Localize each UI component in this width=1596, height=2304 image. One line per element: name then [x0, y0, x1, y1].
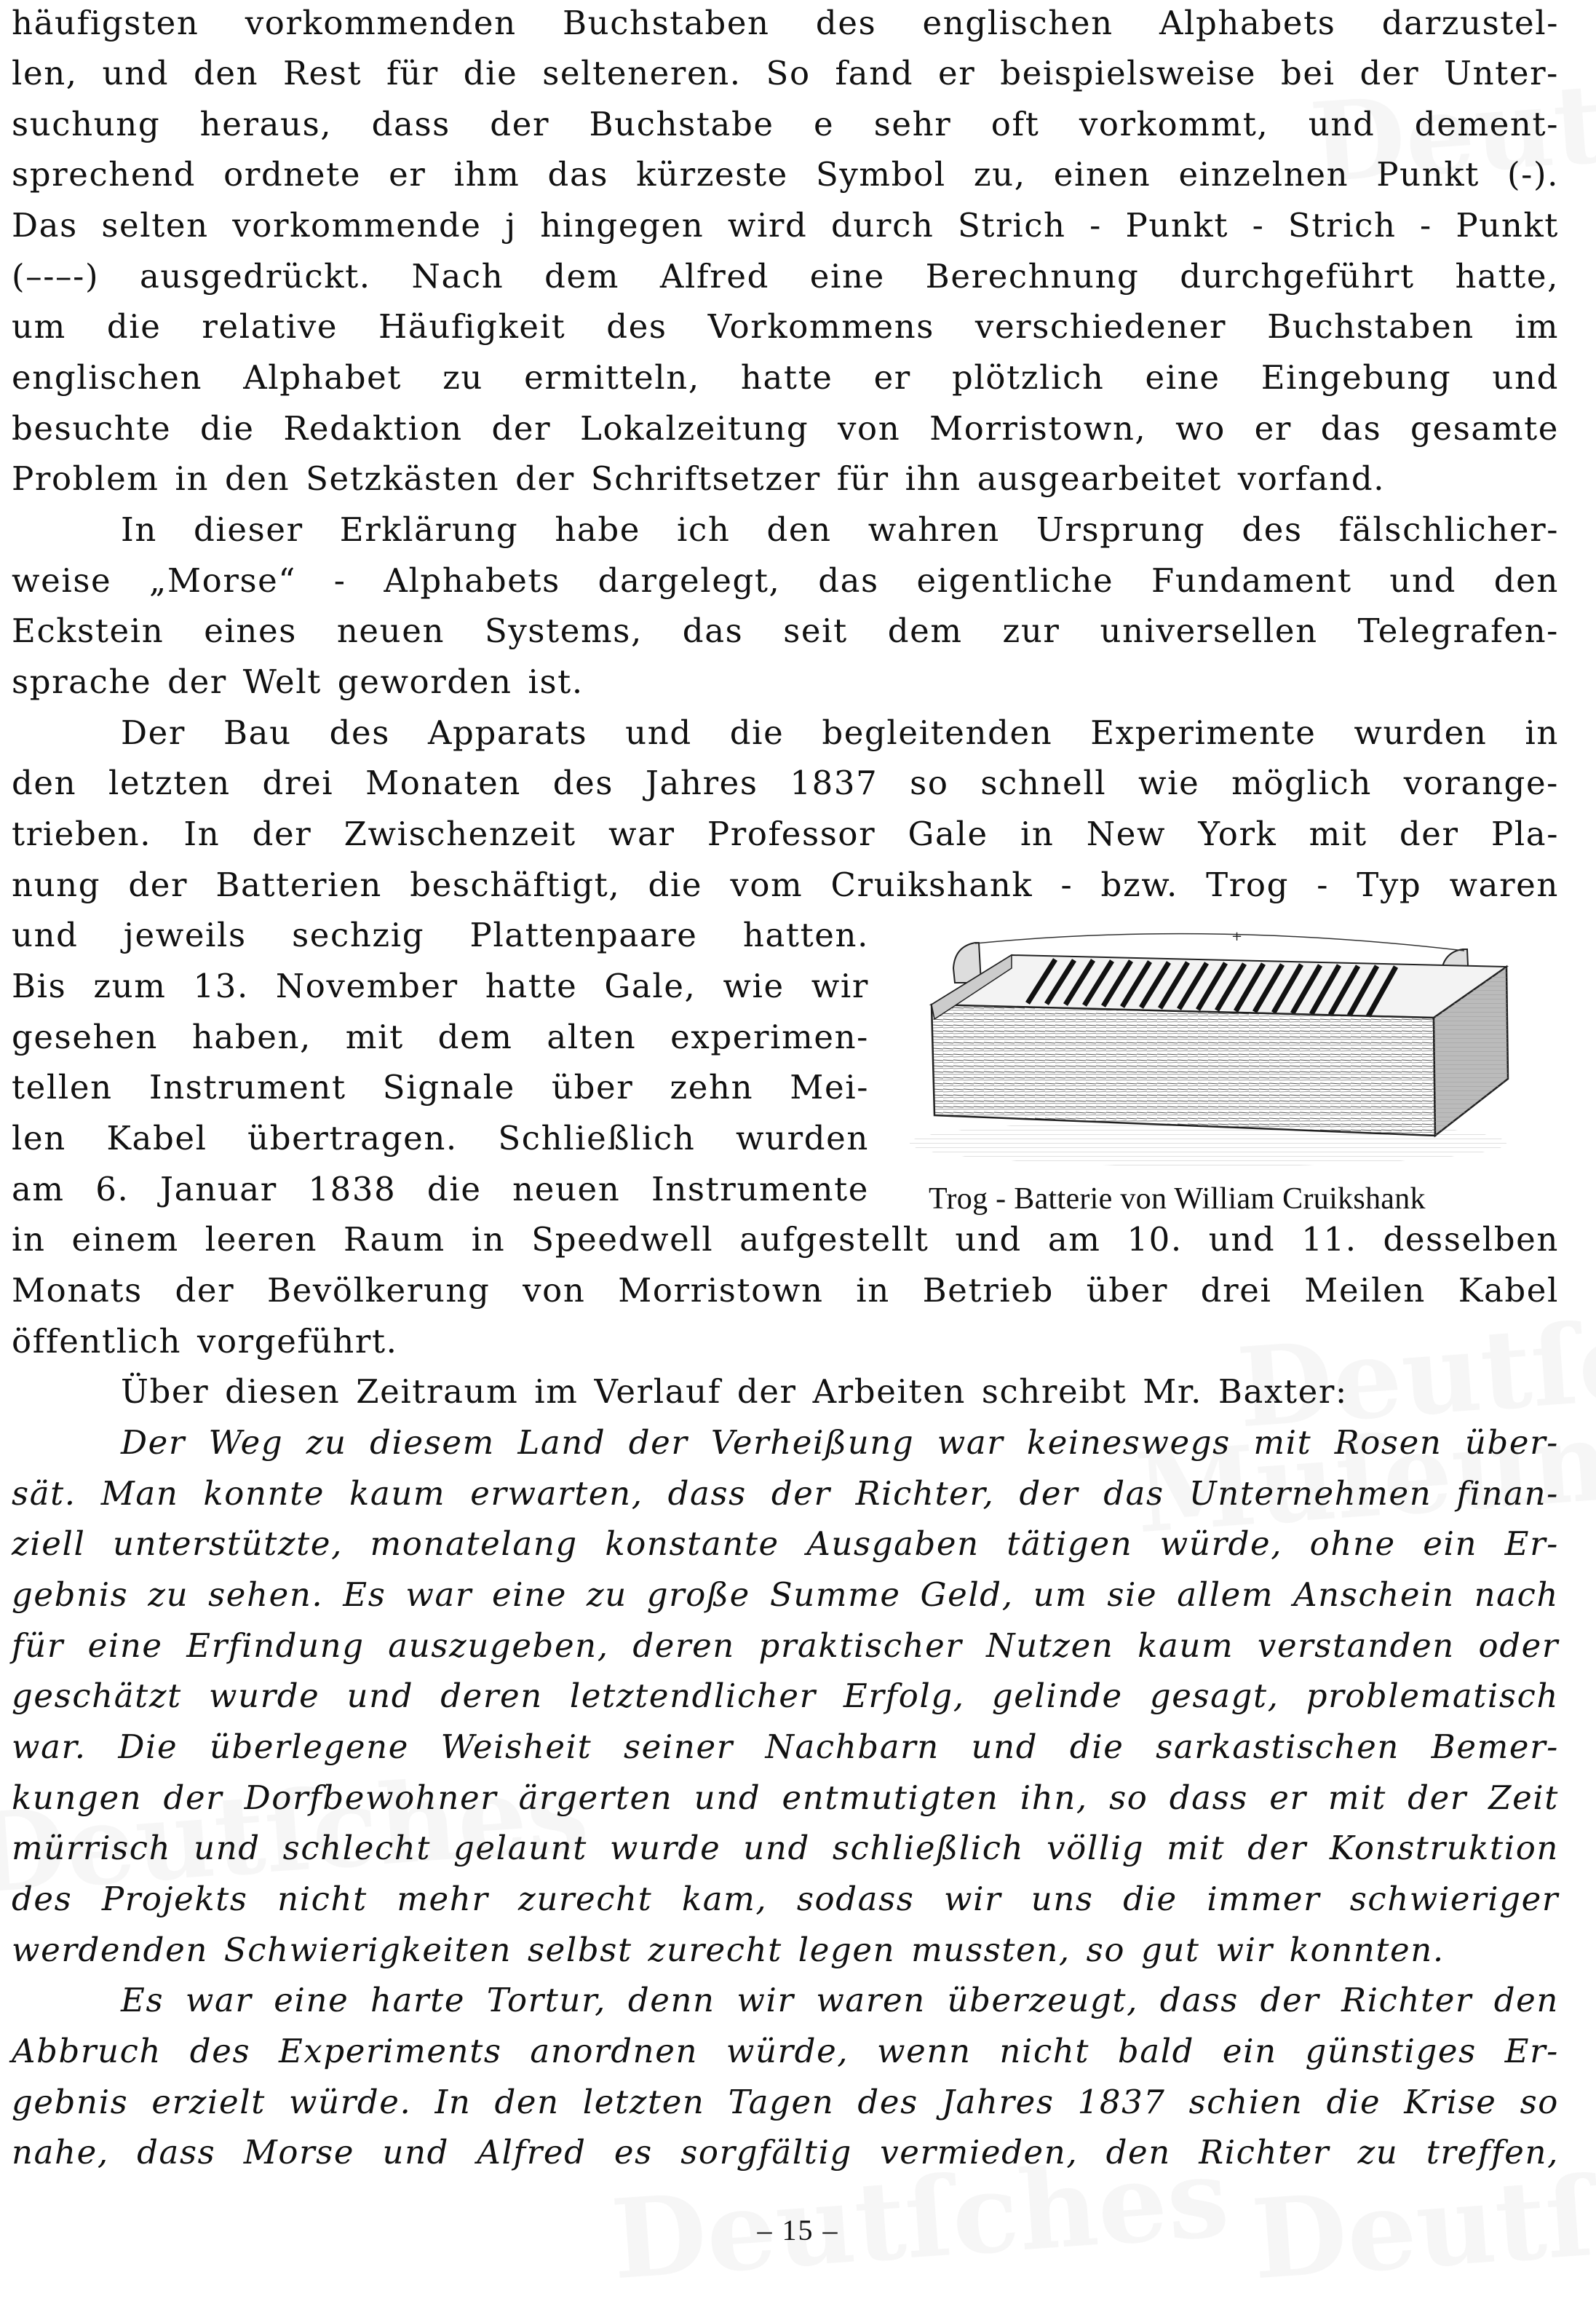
text-line: (–-–-) ausgedrückt. Nach dem Alfred eine Berechnung durchgeführt hatte,: [12, 257, 1559, 296]
text-line: Problem in den Setzkästen der Schriftsetzer für ihn ausgearbeitet vorfand.: [12, 459, 1386, 498]
text-line: sprache der Welt geworden ist.: [12, 662, 584, 701]
text-line: in einem leeren Raum in Speedwell aufgestellt und am 10. und 11. desselben: [12, 1220, 1559, 1259]
battery-illustration: [902, 925, 1512, 1172]
quote-line: mürrisch und schlecht gelaunt wurde und schließlich völlig mit der Konstruktion: [12, 1829, 1559, 1867]
text-line: besuchte die Redaktion der Lokalzeitung von Morristown, wo er das gesamte: [12, 409, 1559, 448]
quote-line: kungen der Dorfbewohner ärgerten und entmutigten ihn, so dass er mit der Zeit: [12, 1778, 1559, 1817]
text-line: Über diesen Zeitraum im Verlauf der Arbeiten schreibt Mr. Baxter:: [121, 1372, 1348, 1411]
text-line: um die relative Häufigkeit des Vorkommens verschiedener Buchstaben im: [12, 307, 1559, 346]
quote-line: war. Die überlegene Weisheit seiner Nachbarn und die sarkastischen Bemer-: [12, 1727, 1559, 1766]
page-number: – 15 –: [757, 2214, 839, 2246]
text-line: weise „Morse“ - Alphabets dargelegt, das eigentliche Fundament und den: [12, 561, 1559, 600]
text-line: Das selten vorkommende j hingegen wird durch Strich - Punkt - Strich - Punkt: [12, 206, 1559, 245]
text-line: In dieser Erklärung habe ich den wahren Ursprung des fälschlicher-: [121, 510, 1559, 549]
text-line: und jeweils sechzig Plattenpaare hatten.: [12, 916, 869, 954]
text-line: Der Bau des Apparats und die begleitenden Experimente wurden in: [121, 713, 1559, 752]
text-line: tellen Instrument Signale über zehn Mei-: [12, 1068, 869, 1107]
quote-line: für eine Erfindung auszugeben, deren praktischer Nutzen kaum verstanden oder: [12, 1626, 1559, 1665]
text-line: Eckstein eines neuen Systems, das seit dem zur universellen Telegrafen-: [12, 611, 1559, 650]
text-line: nung der Batterien beschäftigt, die vom Cruikshank - bzw. Trog - Typ waren: [12, 866, 1559, 904]
text-line: sprechend ordnete er ihm das kürzeste Symbol zu, einen einzelnen Punkt (-).: [12, 155, 1559, 194]
quote-line: ziell unterstützte, monatelang konstante Ausgaben tätigen würde, ohne ein Er-: [12, 1524, 1559, 1563]
text-line: Monats der Bevölkerung von Morristown in Betrieb über drei Meilen Kabel: [12, 1271, 1559, 1310]
plus-sign: +: [1231, 929, 1243, 944]
text-line: öffentlich vorgeführt.: [12, 1322, 398, 1361]
text-line: am 6. Januar 1838 die neuen Instrumente: [12, 1170, 869, 1208]
text-line: englischen Alphabet zu ermitteln, hatte er plötzlich eine Eingebung und: [12, 358, 1559, 397]
quote-line: geschätzt wurde und deren letztendlicher Erfolg, gelinde gesagt, problematisch: [12, 1676, 1559, 1715]
quote-line: werdenden Schwierigkeiten selbst zurecht legen mussten, so gut wir konnten.: [12, 1931, 1445, 1969]
quote-line: Abbruch des Experiments anordnen würde, wenn nicht bald ein günstiges Er-: [12, 2032, 1559, 2070]
figure-caption: Trog - Batterie von William Cruikshank: [929, 1182, 1426, 1216]
text-line: suchung heraus, dass der Buchstabe e sehr oft vorkommt, und dement-: [12, 105, 1559, 143]
quote-line: nahe, dass Morse und Alfred es sorgfältig vermieden, den Richter zu treffen,: [12, 2133, 1559, 2172]
quote-line: gebnis zu sehen. Es war eine zu große Summe Geld, um sie allem Anschein nach: [12, 1575, 1559, 1614]
text-line: trieben. In der Zwischenzeit war Professor Gale in New York mit der Pla-: [12, 815, 1559, 853]
quote-line: gebnis erzielt würde. In den letzten Tagen des Jahres 1837 schien die Krise so: [12, 2083, 1559, 2121]
text-line: len Kabel übertragen. Schließlich wurden: [12, 1119, 869, 1157]
text-line: häufigsten vorkommenden Buchstaben des englischen Alphabets darzustel-: [12, 4, 1559, 42]
text-line: Bis zum 13. November hatte Gale, wie wir: [12, 967, 869, 1005]
quote-line: des Projekts nicht mehr zurecht kam, sodass wir uns die immer schwieriger: [12, 1880, 1559, 1918]
text-line: den letzten drei Monaten des Jahres 1837 so schnell wie möglich vorange-: [12, 764, 1559, 802]
text-line: gesehen haben, mit dem alten experimen-: [12, 1018, 869, 1056]
text-line: len, und den Rest für die selteneren. So fand er beispielsweise bei der Unter-: [12, 54, 1559, 92]
quote-line: sät. Man konnte kaum erwarten, dass der Richter, der das Unternehmen finan-: [12, 1474, 1559, 1513]
quote-line: Es war eine harte Tortur, denn wir waren überzeugt, dass der Richter den: [121, 1981, 1559, 2019]
quote-line: Der Weg zu diesem Land der Verheißung war keineswegs mit Rosen über-: [121, 1423, 1559, 1462]
